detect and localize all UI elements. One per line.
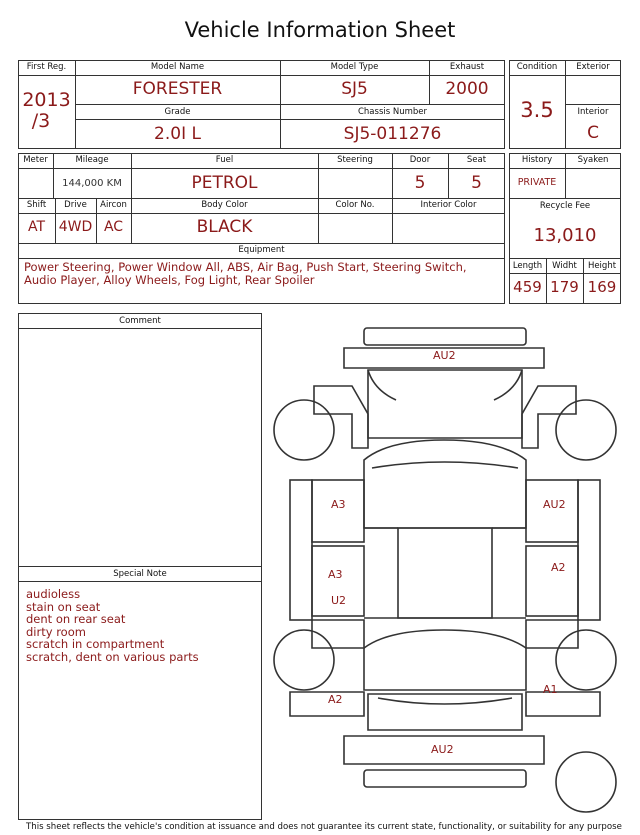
interior-value: C bbox=[587, 123, 599, 143]
exterior-label: Exterior bbox=[576, 62, 610, 72]
door-label: Door bbox=[409, 155, 431, 165]
drive-value: 4WD bbox=[58, 219, 93, 235]
equipment-label: Equipment bbox=[238, 245, 285, 255]
hood-curve bbox=[494, 370, 522, 400]
left-front-door-outline bbox=[312, 480, 364, 542]
exhaust-label: Exhaust bbox=[449, 62, 485, 72]
history-value: PRIVATE bbox=[517, 177, 557, 188]
mileage-label: Mileage bbox=[75, 155, 109, 165]
interior-color-label: Interior Color bbox=[420, 200, 477, 210]
first-reg-label: First Reg. bbox=[26, 62, 67, 72]
hood-outline bbox=[368, 370, 522, 438]
special-note-item: stain on seat bbox=[26, 599, 101, 614]
shift-label: Shift bbox=[26, 200, 47, 210]
model-type-value: SJ5 bbox=[341, 79, 368, 99]
condition-value: 3.5 bbox=[520, 98, 554, 122]
drive-label: Drive bbox=[64, 200, 87, 210]
width-label: Widht bbox=[552, 261, 577, 271]
damage-label-front-bumper: AU2 bbox=[433, 349, 456, 362]
divider bbox=[18, 75, 505, 76]
special-note-item: dent on rear seat bbox=[26, 612, 126, 626]
front-panel-outline bbox=[364, 328, 526, 345]
right-front-door-outline bbox=[526, 480, 578, 542]
aircon-value: AC bbox=[103, 219, 124, 235]
model-name-value: FORESTER bbox=[132, 79, 223, 99]
shift-value: AT bbox=[27, 219, 46, 235]
history-label: History bbox=[521, 155, 553, 165]
damage-label-right-rear-quarter: A1 bbox=[543, 683, 558, 696]
damage-label-left-front-door-2: U2 bbox=[331, 594, 347, 607]
left-front-wheel-outline bbox=[274, 400, 334, 460]
divider bbox=[75, 104, 505, 105]
special-note-label: Special Note bbox=[113, 569, 167, 579]
divider bbox=[18, 581, 262, 582]
damage-label-left-front-fender: A3 bbox=[331, 498, 346, 511]
aircon-label: Aircon bbox=[100, 200, 127, 210]
syaken-label: Syaken bbox=[577, 155, 609, 165]
damage-label-rear-bumper: AU2 bbox=[431, 743, 454, 756]
interior-label: Interior bbox=[577, 107, 609, 117]
disclaimer-footer: This sheet reflects the vehicle's condition at issuance and does not guarantee its current state, functionality, or suitability for any purpose bbox=[26, 822, 622, 832]
length-label: Length bbox=[512, 261, 543, 271]
height-label: Height bbox=[587, 261, 617, 271]
divider bbox=[18, 328, 262, 329]
model-type-label: Model Type bbox=[330, 62, 379, 72]
left-sill-outline bbox=[290, 480, 312, 620]
roof-outline bbox=[398, 528, 492, 618]
seat-value: 5 bbox=[471, 173, 482, 193]
fuel-value: PETROL bbox=[191, 173, 258, 193]
first-reg-month: /3 bbox=[31, 110, 51, 132]
divider bbox=[509, 75, 621, 76]
divider bbox=[18, 213, 505, 214]
door-value: 5 bbox=[414, 173, 426, 193]
condition-label: Condition bbox=[516, 62, 558, 72]
divider bbox=[509, 258, 621, 259]
sheet-title: Vehicle Information Sheet bbox=[184, 18, 456, 42]
right-sill-outline bbox=[578, 480, 600, 620]
rear-panel-outline bbox=[364, 770, 526, 787]
chassis-number-value: SJ5-011276 bbox=[343, 124, 442, 144]
divider bbox=[18, 566, 262, 567]
chassis-number-label: Chassis Number bbox=[357, 107, 428, 117]
exhaust-value: 2000 bbox=[445, 79, 489, 99]
body-color-label: Body Color bbox=[201, 200, 248, 210]
right-front-wheel-outline bbox=[556, 400, 616, 460]
divider bbox=[18, 258, 505, 259]
damage-label-left-front-door: A3 bbox=[328, 568, 343, 581]
recycle-fee-value: 13,010 bbox=[533, 225, 597, 246]
right-rear-wheel-outline bbox=[556, 630, 616, 690]
length-value: 459 bbox=[513, 278, 542, 296]
seat-label: Seat bbox=[466, 155, 487, 165]
hood-curve bbox=[368, 370, 396, 400]
height-value: 169 bbox=[587, 278, 617, 296]
color-no-label: Color No. bbox=[335, 200, 375, 210]
divider bbox=[509, 168, 621, 169]
steering-label: Steering bbox=[337, 155, 373, 165]
width-value: 179 bbox=[550, 278, 579, 296]
grade-label: Grade bbox=[164, 107, 191, 117]
meter-label: Meter bbox=[23, 155, 48, 165]
recycle-fee-label: Recycle Fee bbox=[539, 201, 591, 211]
model-name-label: Model Name bbox=[150, 62, 205, 72]
windshield-outline bbox=[364, 440, 526, 528]
divider bbox=[18, 198, 505, 199]
special-note-item: dirty room bbox=[26, 624, 86, 639]
left-rear-wheel-outline bbox=[274, 630, 334, 690]
divider bbox=[75, 119, 505, 120]
divider bbox=[509, 198, 621, 199]
rear-window-outline bbox=[364, 630, 526, 690]
fuel-label: Fuel bbox=[215, 155, 234, 165]
mileage-value: 144,000 KM bbox=[62, 178, 122, 189]
first-reg-year: 2013 bbox=[22, 89, 71, 111]
divider bbox=[18, 243, 505, 244]
special-note-item: scratch, dent on various parts bbox=[26, 649, 199, 664]
comment-label: Comment bbox=[119, 316, 161, 326]
special-note-item: scratch in compartment bbox=[26, 637, 165, 651]
spare-wheel-outline bbox=[556, 752, 616, 812]
divider bbox=[509, 273, 621, 274]
damage-label-left-rear-quarter: A2 bbox=[328, 693, 343, 706]
equipment-value: Power Steering, Power Window All, ABS, Air Bag, Push Start, Steering Switch, Audio Player, Alloy Wheels, Fog Light, Rear Spoiler bbox=[24, 260, 467, 287]
special-note-item: audioless bbox=[26, 587, 81, 601]
right-rear-door-outline bbox=[526, 546, 578, 616]
special-notes-list bbox=[26, 588, 258, 663]
damage-label-right-front-fender: AU2 bbox=[543, 498, 566, 511]
body-color-value: BLACK bbox=[196, 217, 253, 237]
damage-label-right-rear-door: A2 bbox=[551, 561, 566, 574]
divider bbox=[18, 168, 505, 169]
divider bbox=[565, 104, 621, 105]
grade-value: 2.0I L bbox=[154, 124, 201, 144]
